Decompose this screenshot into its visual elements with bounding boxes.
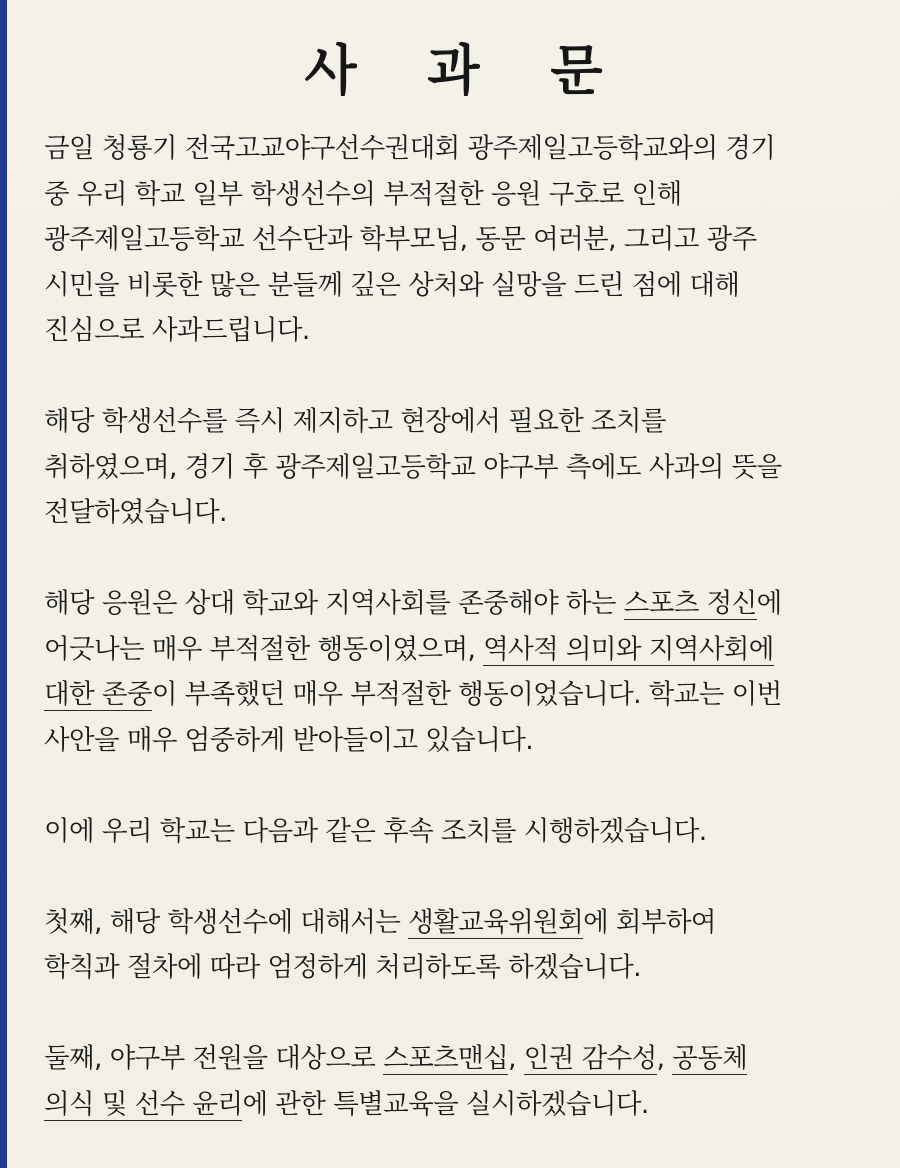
- paragraph: [44, 399, 889, 536]
- text-segment: 금일 청룡기 전국고교야구선수권대회 광주제일고등학교와의 경기: [44, 133, 776, 164]
- text-line: [44, 308, 889, 354]
- text-line: [44, 126, 889, 172]
- text-line: [44, 581, 889, 627]
- text-segment: 이에 우리 학교는 다음과 같은 후속 조치를 시행하겠습니다.: [44, 815, 707, 847]
- text-line: [44, 399, 889, 445]
- paragraph-gap: [44, 991, 889, 1037]
- paragraph: [44, 809, 889, 855]
- text-segment: 어긋나는 매우 부적절한 행동이였으며,: [44, 633, 484, 665]
- paragraph: [44, 581, 889, 763]
- text-segment: 둘째, 야구부 전원을 대상으로: [44, 1043, 384, 1074]
- paragraph-gap: [44, 354, 889, 400]
- text-line: [44, 1082, 889, 1128]
- apology-document: [7, 0, 900, 1168]
- text-segment: 광주제일고등학교 선수단과 학부모님, 동문 여러분, 그리고 광주: [44, 224, 757, 255]
- text-line: [44, 263, 889, 309]
- text-line: [44, 217, 889, 263]
- text-segment: 전달하였습니다.: [44, 497, 227, 528]
- underlined-phrase: 생활교육위원회: [408, 906, 584, 938]
- text-line: [44, 718, 889, 764]
- underlined-phrase: 대한 존중: [44, 679, 152, 710]
- text-line: [44, 172, 889, 218]
- text-line: [44, 672, 889, 718]
- text-line: [44, 445, 889, 491]
- text-segment: 이 부족했던 매우 부적절한 행동이었습니다. 학교는 이번: [151, 679, 782, 710]
- text-segment: 학칙과 절차에 따라 엄정하게 처리하도록 하겠습니다.: [44, 952, 641, 983]
- text-segment: 시민을 비롯한 많은 분들께 깊은 상처와 실망을 드린 점에 대해: [44, 269, 740, 301]
- document-body: [44, 126, 889, 1127]
- text-segment: ,: [656, 1043, 673, 1074]
- text-line: [44, 809, 889, 855]
- text-line: [44, 1036, 889, 1082]
- text-segment: 에 회부하여: [583, 906, 716, 938]
- text-segment: 첫째, 해당 학생선수에 대해서는: [44, 906, 409, 938]
- text-segment: ,: [508, 1043, 524, 1074]
- paragraph-gap: [44, 763, 889, 809]
- text-segment: 에 관한 특별교육을 실시하겠습니다.: [242, 1088, 649, 1120]
- left-border-stripe: [0, 0, 7, 1168]
- paragraph: [44, 126, 889, 354]
- paragraph-gap: [44, 536, 889, 582]
- text-line: [44, 627, 889, 673]
- text-segment: 사안을 매우 엄중하게 받아들이고 있습니다.: [44, 724, 534, 756]
- text-segment: 해당 응원은 상대 학교와 지역사회를 존중해야 하는: [44, 588, 624, 619]
- paragraph: [44, 900, 889, 991]
- document-title: 사 과 문: [304, 38, 629, 102]
- paragraph: [44, 1036, 889, 1127]
- text-line: [44, 490, 889, 536]
- text-segment: 취하였으며, 경기 후 광주제일고등학교 야구부 측에도 사과의 뜻을: [44, 451, 782, 483]
- text-segment: 해당 학생선수를 즉시 제지하고 현장에서 필요한 조치를: [44, 406, 666, 437]
- paragraph-gap: [44, 854, 889, 900]
- underlined-phrase: 공동체: [672, 1043, 748, 1074]
- underlined-phrase: 인권 감수성: [523, 1043, 657, 1074]
- underlined-phrase: 스포츠맨십: [383, 1043, 509, 1074]
- text-segment: 중 우리 학교 일부 학생선수의 부적절한 응원 구호로 인해: [44, 178, 682, 210]
- text-segment: 에: [756, 588, 782, 619]
- underlined-phrase: 의식 및 선수 윤리: [44, 1088, 243, 1120]
- text-segment: 진심으로 사과드립니다.: [44, 315, 310, 346]
- underlined-phrase: 스포츠 정신: [623, 588, 757, 619]
- underlined-phrase: 역사적 의미와 지역사회에: [483, 633, 774, 665]
- text-line: [44, 945, 889, 991]
- text-line: [44, 900, 889, 946]
